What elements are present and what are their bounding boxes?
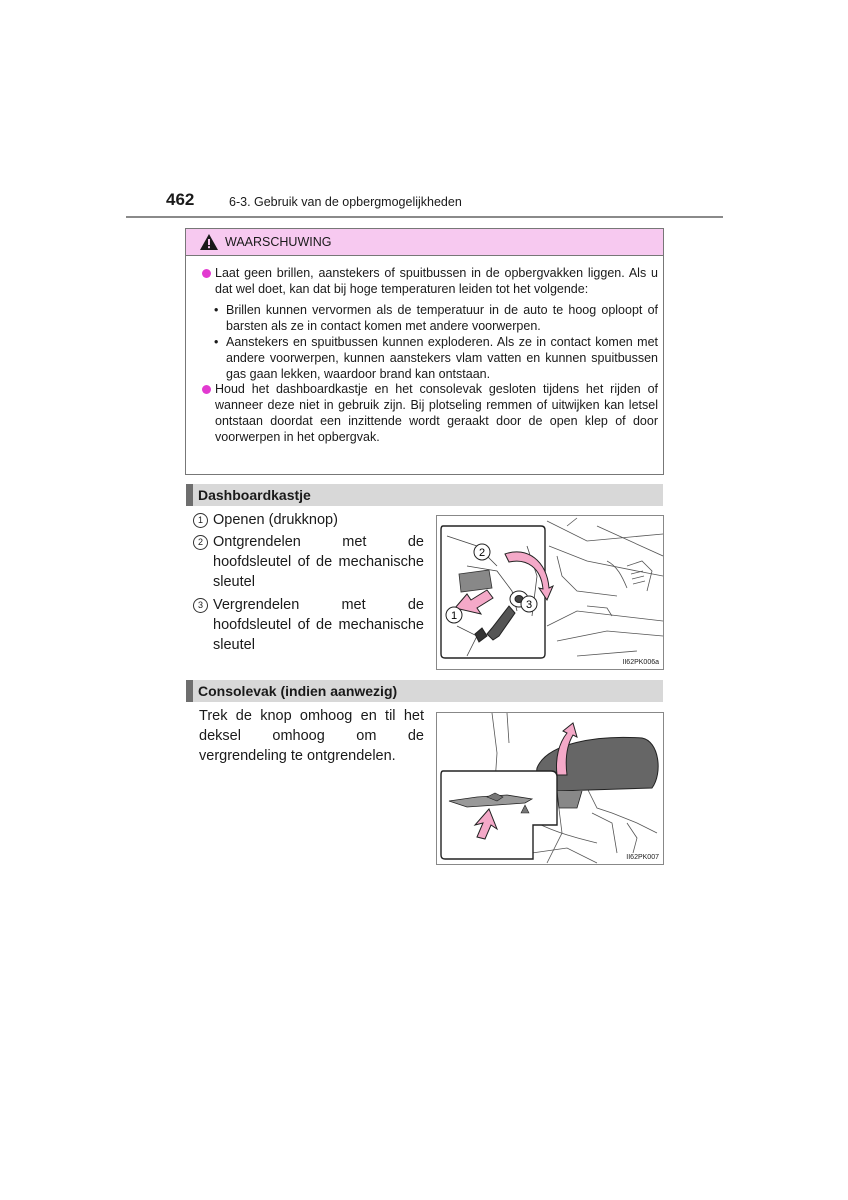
console-instruction: Trek de knop omhoog en til het deksel omhoog om de vergrendeling te ontgrendelen. [199, 708, 424, 764]
section-path: 6-3. Gebruik van de opbergmogelijkheden [229, 195, 462, 209]
section-title: Dashboardkastje [198, 487, 311, 503]
glovebox-drawing [437, 516, 663, 669]
warning-sub-item-text: Aanstekers en spuitbussen kunnen exploderen. Als ze in contact komen met andere voorwerpen, kunnen aanstekers vlam vatten en kunnen spuitbussen gas gaan lekken, waardoor brand kan ontstaan. [226, 335, 658, 381]
section-heading-console [186, 680, 663, 702]
warning-bullet [215, 265, 658, 297]
warning-box [185, 228, 664, 475]
section-heading-dashboard [186, 484, 663, 506]
page-number: 462 [166, 190, 195, 209]
figure-code: II62PK007 [626, 854, 659, 861]
step-text: Ontgrendelen met de hoofdsleutel of de mechanische sleutel [213, 534, 424, 590]
warning-sub-item: • Brillen kunnen vervormen als de temperatuur in de auto te hoog oploopt of barsten als ze in contact komen met andere voorwerpen. [214, 303, 658, 333]
step-number: 3 [193, 598, 208, 613]
svg-text:1: 1 [450, 610, 458, 622]
warning-header [186, 229, 663, 256]
warning-bullet [215, 381, 658, 445]
glovebox-illustration [436, 515, 664, 670]
step-text: Openen (drukknop) [213, 512, 338, 528]
console-illustration [436, 712, 664, 865]
warning-sub-item-text: Brillen kunnen vervormen als de temperatuur in de auto te hoog oploopt of barsten als ze in contact komen met andere voorwerpen. [226, 303, 658, 333]
warning-triangle-icon [199, 233, 219, 251]
warning-title: WAARSCHUWING [225, 235, 332, 249]
section-title: Consolevak (indien aanwezig) [198, 683, 398, 699]
step-text: Vergrendelen met de hoofdsleutel of de mechanische sleutel [213, 597, 424, 653]
step-number: 1 [193, 513, 208, 528]
callout-3 [521, 596, 537, 612]
step-number: 2 [193, 535, 208, 550]
bullet-dot-icon [202, 385, 211, 394]
callout-2 [474, 544, 490, 560]
warning-bullet-text: Houd het dashboardkastje en het consolevak gesloten tijdens het rijden of wanneer deze niet in gebruik zijn. Bij plotseling remmen of uitwijken kan letsel ontstaan doordat een inzittende wordt geraakt door de open klep of door voorwerpen in het opbergvak. [215, 382, 658, 444]
console-drawing [437, 713, 663, 864]
warning-sub-item: • Aanstekers en spuitbussen kunnen exploderen. Als ze in contact komen met andere voorwerpen, kunnen aanstekers vlam vatten en kunnen spuitbussen gas gaan lekken, waardoor brand kan ontstaan. [214, 335, 658, 381]
header-divider [126, 216, 723, 218]
callout-1 [446, 607, 462, 623]
svg-text:2: 2 [478, 547, 486, 559]
warning-bullet-text: Laat geen brillen, aanstekers of spuitbussen in de opbergvakken liggen. Als u dat wel doet, kan dat bij hoge temperaturen leiden tot het volgende: [215, 266, 658, 296]
bullet-dot-icon [202, 269, 211, 278]
svg-text:3: 3 [525, 599, 533, 611]
figure-code: II62PK006a [622, 659, 659, 666]
